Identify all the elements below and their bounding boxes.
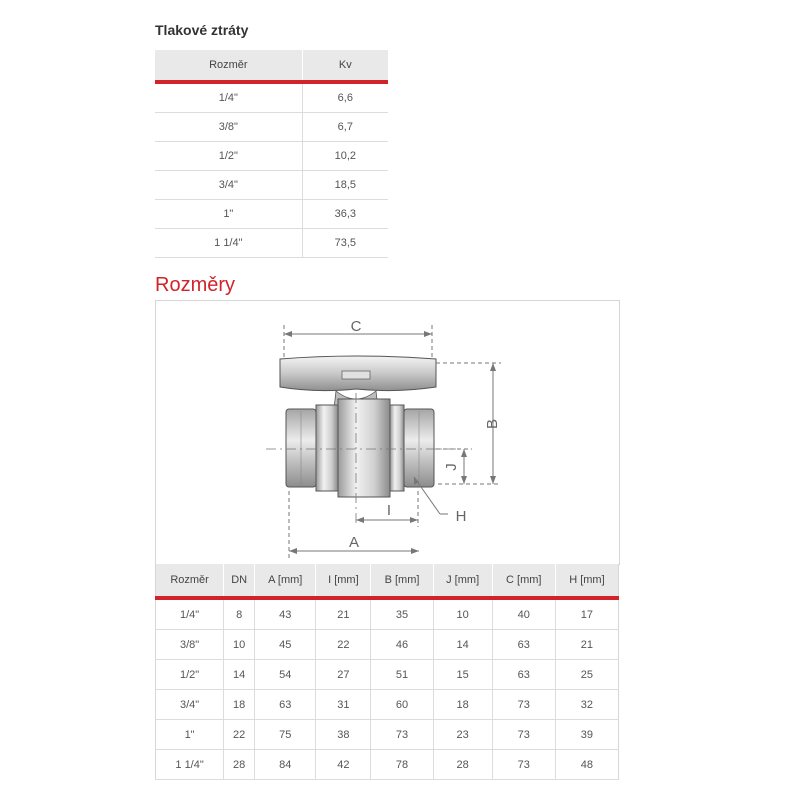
cell-b: 60 — [371, 690, 433, 720]
cell-kv: 10,2 — [302, 142, 388, 171]
dimensions-table — [155, 564, 619, 780]
cell-size: 1/2" — [156, 660, 224, 690]
cell-kv: 6,7 — [302, 113, 388, 142]
cell-size: 1/4" — [156, 598, 224, 630]
table-row — [156, 598, 619, 630]
cell-h: 39 — [555, 720, 618, 750]
cell-dn: 8 — [224, 598, 255, 630]
dimension-label-j: J — [443, 463, 460, 471]
cell-h: 17 — [555, 598, 618, 630]
valve-drawing-panel — [155, 300, 620, 565]
cell-c: 73 — [492, 690, 555, 720]
cell-i: 22 — [316, 630, 371, 660]
cell-size: 3/8" — [155, 113, 302, 142]
table-row — [155, 171, 388, 200]
cell-j: 23 — [433, 720, 492, 750]
cell-dn: 18 — [224, 690, 255, 720]
cell-size: 3/4" — [155, 171, 302, 200]
column-header-b: B [mm] — [371, 564, 433, 598]
table-row — [155, 142, 388, 171]
column-header-a: A [mm] — [255, 564, 316, 598]
cell-b: 35 — [371, 598, 433, 630]
table-row — [156, 660, 619, 690]
cell-kv: 36,3 — [302, 200, 388, 229]
table-row — [156, 750, 619, 780]
cell-size: 1 1/4" — [156, 750, 224, 780]
cell-size: 3/8" — [156, 630, 224, 660]
ball-valve-dimension-drawing — [156, 301, 619, 565]
column-header-j: J [mm] — [433, 564, 492, 598]
cell-c: 73 — [492, 750, 555, 780]
cell-h: 25 — [555, 660, 618, 690]
cell-i: 27 — [316, 660, 371, 690]
column-header-i: I [mm] — [316, 564, 371, 598]
table-header-row — [156, 564, 619, 598]
cell-a: 43 — [255, 598, 316, 630]
cell-j: 15 — [433, 660, 492, 690]
column-header-size: Rozměr — [155, 50, 302, 82]
cell-size: 1/2" — [155, 142, 302, 171]
table-row — [156, 630, 619, 660]
dimension-label-c: C — [350, 318, 362, 335]
cell-dn: 10 — [224, 630, 255, 660]
cell-h: 48 — [555, 750, 618, 780]
cell-size: 1" — [156, 720, 224, 750]
cell-c: 40 — [492, 598, 555, 630]
cell-i: 38 — [316, 720, 371, 750]
cell-size: 3/4" — [156, 690, 224, 720]
cell-a: 75 — [255, 720, 316, 750]
cell-c: 63 — [492, 630, 555, 660]
cell-b: 51 — [371, 660, 433, 690]
table-row — [156, 720, 619, 750]
cell-h: 21 — [555, 630, 618, 660]
dimensions-title: Rozměry — [155, 274, 236, 296]
pressure-loss-table — [155, 50, 388, 258]
cell-size: 1" — [155, 200, 302, 229]
cell-dn: 14 — [224, 660, 255, 690]
cell-dn: 28 — [224, 750, 255, 780]
cell-i: 42 — [316, 750, 371, 780]
cell-b: 46 — [371, 630, 433, 660]
valve-body — [266, 393, 456, 523]
dimension-label-a: A — [348, 534, 360, 551]
cell-a: 45 — [255, 630, 316, 660]
column-header-dn: DN — [224, 564, 255, 598]
cell-kv: 6,6 — [302, 82, 388, 113]
cell-a: 63 — [255, 690, 316, 720]
table-row — [155, 200, 388, 229]
cell-c: 73 — [492, 720, 555, 750]
table-row — [155, 229, 388, 258]
cell-b: 73 — [371, 720, 433, 750]
column-header-h: H [mm] — [555, 564, 618, 598]
cell-size: 1 1/4" — [155, 229, 302, 258]
dimension-label-b: B — [484, 418, 501, 430]
column-header-kv: Kv — [302, 50, 388, 82]
cell-c: 63 — [492, 660, 555, 690]
cell-kv: 73,5 — [302, 229, 388, 258]
table-row — [155, 82, 388, 113]
table-row — [155, 113, 388, 142]
cell-a: 54 — [255, 660, 316, 690]
dimension-label-h: H — [455, 508, 467, 525]
column-header-size: Rozměr — [156, 564, 224, 598]
cell-i: 21 — [316, 598, 371, 630]
dimension-label-i: I — [386, 502, 392, 519]
cell-i: 31 — [316, 690, 371, 720]
cell-kv: 18,5 — [302, 171, 388, 200]
cell-h: 32 — [555, 690, 618, 720]
cell-dn: 22 — [224, 720, 255, 750]
column-header-c: C [mm] — [492, 564, 555, 598]
cell-size: 1/4" — [155, 82, 302, 113]
table-row — [156, 690, 619, 720]
cell-j: 14 — [433, 630, 492, 660]
cell-j: 28 — [433, 750, 492, 780]
cell-j: 10 — [433, 598, 492, 630]
table-header-row — [155, 50, 388, 82]
cell-a: 84 — [255, 750, 316, 780]
cell-b: 78 — [371, 750, 433, 780]
cell-j: 18 — [433, 690, 492, 720]
pressure-loss-title: Tlakové ztráty — [155, 22, 249, 38]
